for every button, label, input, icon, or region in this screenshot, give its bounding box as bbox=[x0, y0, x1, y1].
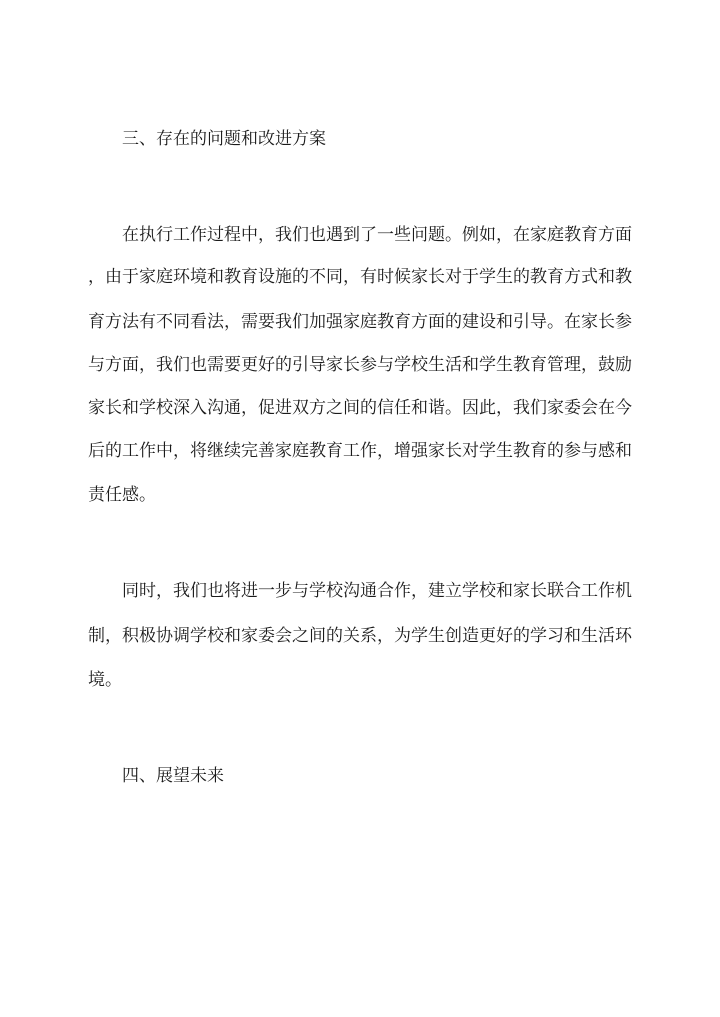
paragraph-line: ，由于家庭环境和教育设施的不同，有时候家长对于学生的教育方式和教 bbox=[88, 267, 632, 287]
paragraph-line: 后的工作中，将继续完善家庭教育工作，增强家长对学生教育的参与感和 bbox=[88, 441, 632, 461]
paragraph-line: 与方面，我们也需要更好的引导家长参与学校生活和学生教育管理，鼓励 bbox=[88, 355, 632, 375]
paragraph-line: 境。 bbox=[88, 670, 122, 690]
paragraph-line: 同时，我们也将进一步与学校沟通合作，建立学校和家长联合工作机 bbox=[122, 581, 632, 601]
section-heading-problems: 三、存在的问题和改进方案 bbox=[122, 129, 326, 149]
paragraph-line: 责任感。 bbox=[88, 485, 156, 505]
paragraph-line: 育方法有不同看法，需要我们加强家庭教育方面的建设和引导。在家长参 bbox=[88, 312, 632, 332]
section-heading-outlook: 四、展望未来 bbox=[122, 766, 224, 786]
paragraph-line: 在执行工作过程中，我们也遇到了一些问题。例如，在家庭教育方面 bbox=[122, 225, 632, 245]
paragraph-line: 家长和学校深入沟通，促进双方之间的信任和谐。因此，我们家委会在今 bbox=[88, 398, 632, 418]
paragraph-line: 制，积极协调学校和家委会之间的关系，为学生创造更好的学习和生活环 bbox=[88, 626, 632, 646]
